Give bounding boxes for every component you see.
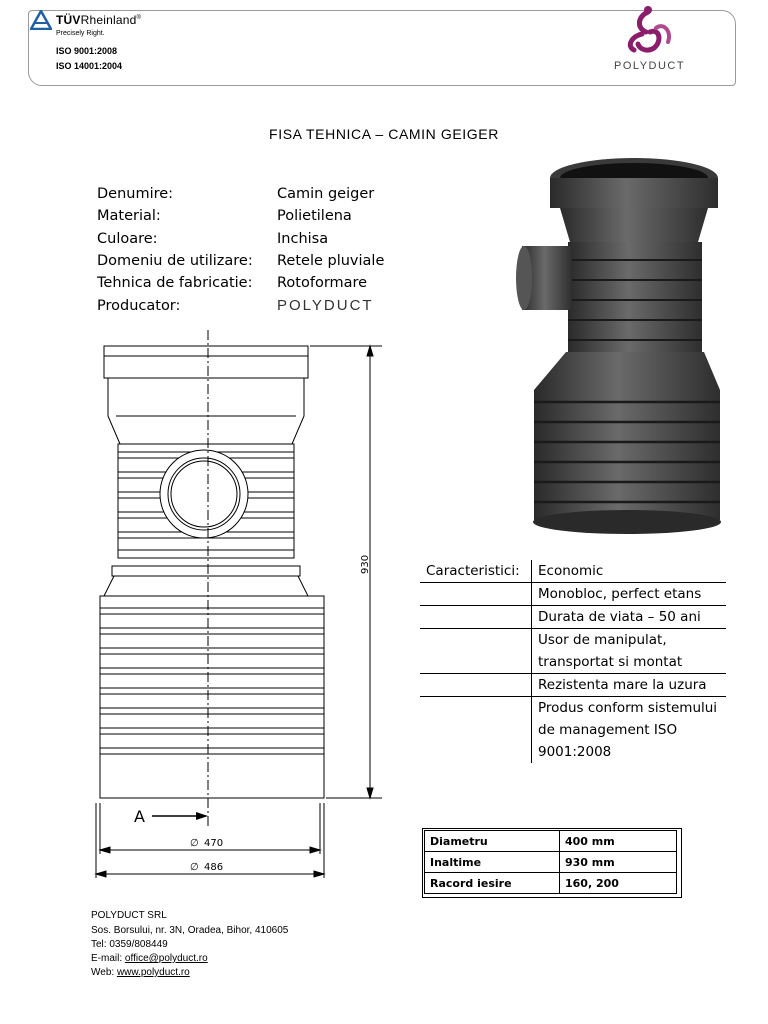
characteristics-label: Caracteristici: — [420, 560, 532, 582]
info-value: Rotoformare — [277, 275, 368, 291]
table-row — [425, 873, 677, 894]
tuv-triangle-icon — [30, 10, 52, 30]
footer-tel: Tel: 0359/808449 — [91, 939, 168, 950]
certifier-name: TÜVRheinland® — [56, 13, 142, 27]
spec-key: Inaltime — [425, 852, 560, 873]
table-row — [420, 673, 726, 696]
website-link[interactable]: www.polyduct.ro — [116, 967, 190, 978]
info-label: Tehnica de fabricatie: — [97, 275, 253, 291]
technical-drawing — [86, 326, 386, 886]
diameter-symbol: ∅ — [190, 838, 199, 849]
product-render-image — [508, 150, 738, 550]
inner-diameter-label: 470 — [204, 838, 224, 849]
footer-address: Sos. Borsului, nr. 3N, Oradea, Bihor, 410605 — [91, 925, 289, 936]
characteristic-item: Monobloc, perfect etans — [538, 586, 702, 602]
height-dimension-label: 930 — [360, 554, 371, 574]
info-value: Inchisa — [277, 231, 329, 247]
info-label: Domeniu de utilizare: — [97, 253, 253, 269]
email-link[interactable]: office@polyduct.ro — [124, 953, 208, 964]
characteristics-table — [420, 560, 726, 763]
table-row — [420, 560, 726, 582]
spec-value: 400 mm — [560, 831, 677, 852]
characteristic-item: Usor de manipulat, transportat si montat — [538, 632, 683, 670]
diameter-symbol: ∅ — [190, 862, 199, 873]
spec-key: Racord iesire — [425, 873, 560, 894]
footer-email-line: E-mail: office@polyduct.ro — [91, 953, 208, 964]
polyduct-logo-icon — [620, 2, 678, 56]
footer-company: POLYDUCT SRL — [91, 910, 167, 921]
table-row — [420, 605, 726, 628]
page-title: FISA TEHNICA – CAMIN GEIGER — [269, 126, 499, 142]
info-label: Denumire: — [97, 186, 174, 202]
producer-logo-text: POLYDUCT — [277, 297, 374, 314]
iso-line-1: ISO 9001:2008 — [56, 46, 118, 56]
info-label: Culoare: — [97, 231, 158, 247]
table-row — [425, 852, 677, 873]
spec-key: Diametru — [425, 831, 560, 852]
info-value: Polietilena — [277, 208, 352, 224]
brand-logo-text: POLYDUCT — [614, 60, 686, 72]
info-value: Retele pluviale — [277, 253, 385, 269]
footer-web-line: Web: www.polyduct.ro — [91, 967, 190, 978]
info-label: Material: — [97, 208, 161, 224]
info-value: Camin geiger — [277, 186, 375, 202]
table-row — [420, 582, 726, 605]
characteristic-item: Economic — [538, 563, 604, 579]
characteristic-item: Produs conform sistemului de management ISO 9001:2008 — [538, 700, 718, 760]
info-label: Producator: — [97, 298, 181, 314]
spec-value: 160, 200 — [560, 873, 677, 894]
spec-value: 930 mm — [560, 852, 677, 873]
iso-line-2: ISO 14001:2004 — [56, 61, 123, 71]
characteristic-item: Rezistenta mare la uzura — [538, 677, 707, 693]
table-row — [425, 831, 677, 852]
certifier-tagline: Precisely Right. — [56, 30, 105, 37]
outer-diameter-label: 486 — [204, 862, 224, 873]
table-row — [420, 696, 726, 763]
table-row — [420, 628, 726, 673]
characteristic-item: Durata de viata – 50 ani — [538, 609, 701, 625]
section-label: A — [134, 807, 145, 826]
spec-table — [424, 830, 677, 894]
